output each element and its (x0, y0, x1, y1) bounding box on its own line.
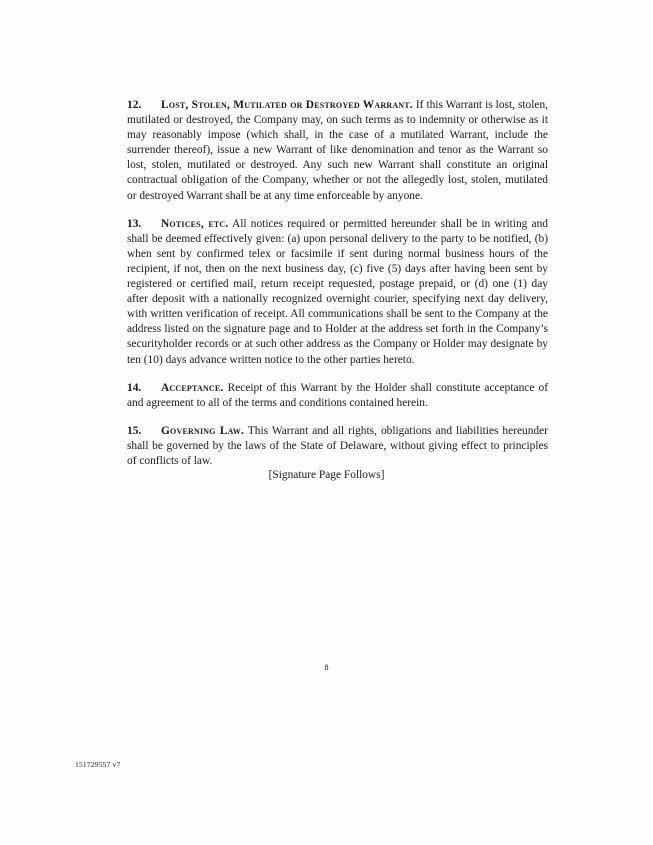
section-text: If this Warrant is lost, stolen, mutilated or destroyed, the Company may, on such terms as to indemnity or otherwise as it may reasonably impose (which shall, in the case of a mutilated Warrant, include the surrender thereof), issue a new Warrant of like denomination and tenor as the Warrant so lost, stolen, mutilated or destroyed. Any such new Warrant shall constitute an original contractual obligation of the Company, whether or not the allegedly lost, stolen, mutilated or destroyed Warrant shall be at any time enforceable by anyone. (127, 99, 548, 202)
document-id: 151729557 v7 (75, 760, 121, 769)
section-number: 13. (127, 217, 142, 230)
section-number: 14. (127, 381, 142, 394)
section-text: Receipt of this Warrant by the Holder shall constitute acceptance of and agreement to all of the terms and conditions contained herein. (127, 381, 548, 409)
section-title: Acceptance. (161, 381, 224, 394)
section-title: Notices, etc. (161, 217, 229, 230)
section-number: 15. (127, 424, 142, 437)
section-15 (127, 424, 548, 469)
section-text: This Warrant and all rights, obligations and liabilities hereunder shall be governed by the laws of the State of Delaware, without giving effect to principles of conflicts of law. (127, 424, 548, 467)
signature-page-note: [Signature Page Follows] (268, 469, 385, 481)
document-body (127, 98, 548, 482)
section-14 (127, 381, 548, 411)
section-number: 12. (127, 99, 142, 111)
section-13 (127, 217, 548, 368)
page-number: 8 (324, 663, 329, 672)
section-text: All notices required or permitted hereunder shall be in writing and shall be deemed effectively given: (a) upon personal delivery to the party to be notified, (b) when sent by confirmed telex or facsimile if sent during normal business hours of the recipient, if not, then on the next business day, (c) five (5) days after having been sent by registered or certified mail, return receipt requested, postage prepaid, or (d) one (1) day after deposit with a nationally recognized overnight courier, specifying next day delivery, with written verification of receipt. All communications shall be sent to the Company at the address listed on the signature page and to Holder at the address set forth in the Company’s securityholder records or at such other address as the Company or Holder may designate by ten (10) days advance written notice to the other parties hereto. (127, 217, 548, 366)
section-title: Lost, Stolen, Mutilated or Destroyed Warrant. (161, 99, 413, 111)
section-title: Governing Law. (161, 424, 245, 437)
section-12 (127, 98, 548, 204)
